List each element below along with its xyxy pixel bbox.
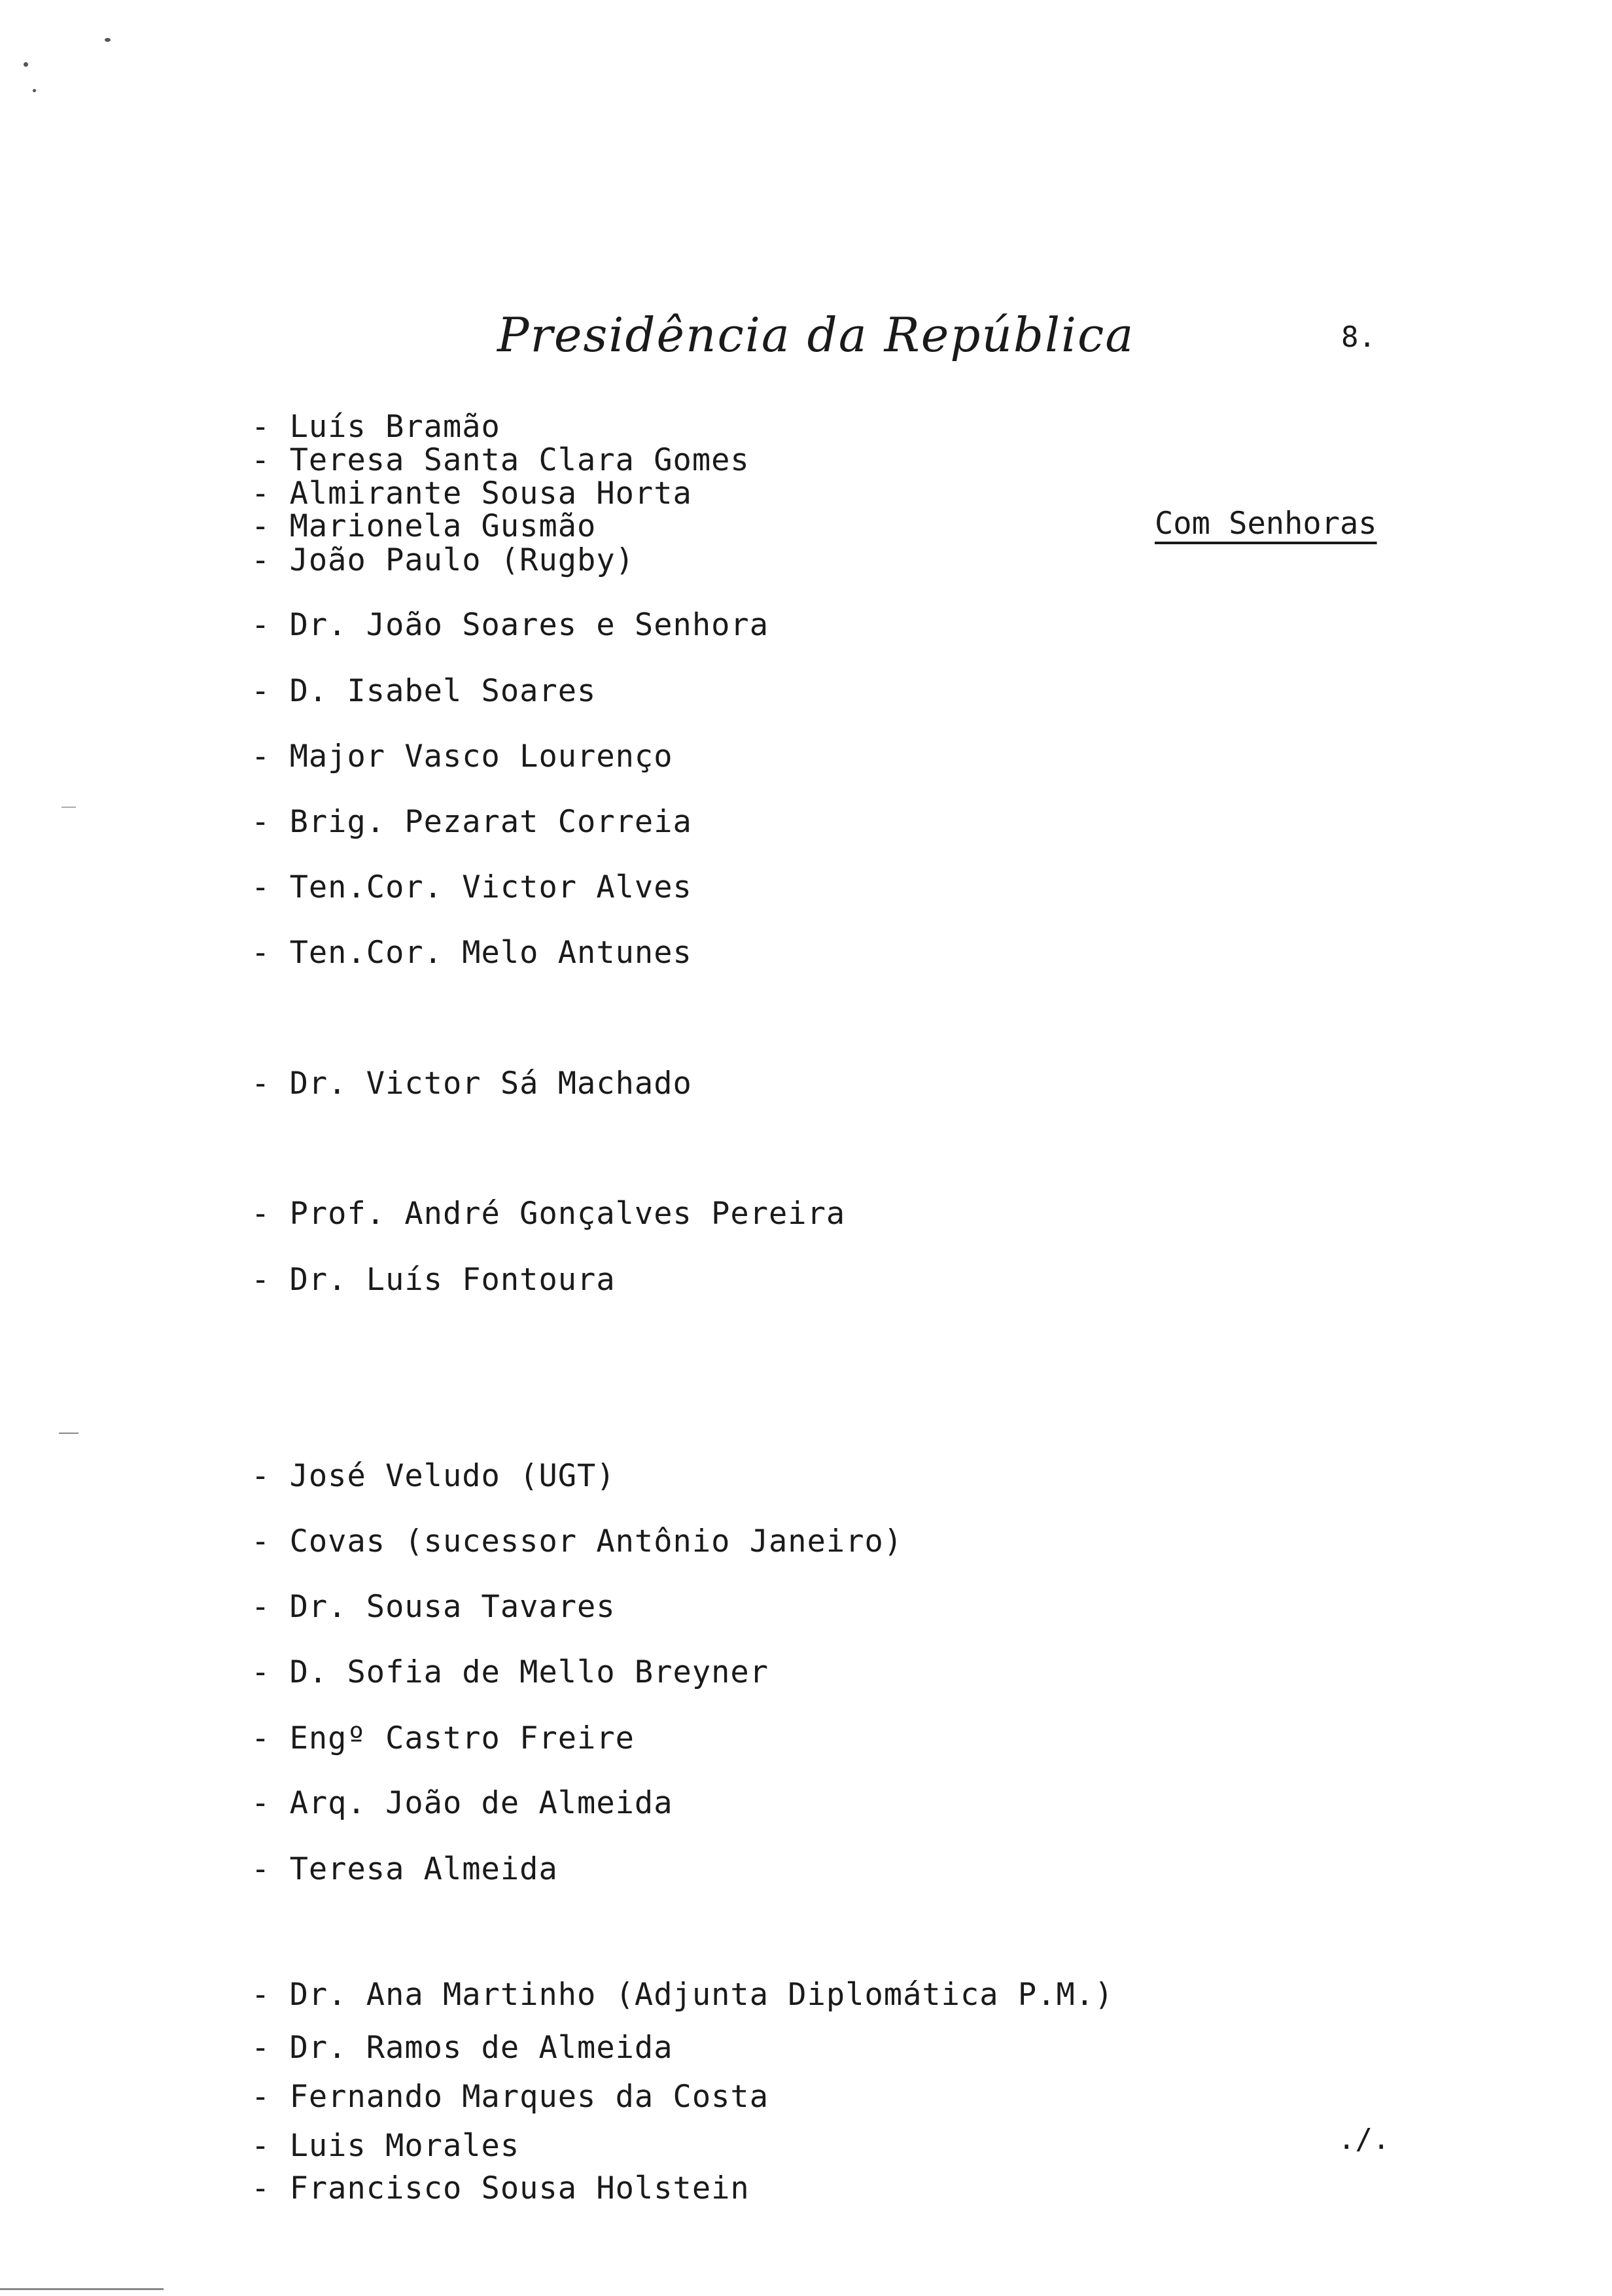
side-note: Com Senhoras (1155, 506, 1377, 542)
bottom-edge-line (0, 2288, 164, 2290)
list-item: - D. Isabel Soares (251, 673, 597, 709)
list-item: - Prof. André Gonçalves Pereira (251, 1196, 846, 1232)
list-item: - Luis Morales (251, 2128, 520, 2164)
list-item: - João Paulo (Rugby) (251, 542, 635, 578)
list-item: - Luís Bramão (251, 409, 500, 445)
list-item: - Covas (sucessor Antônio Janeiro) (251, 1523, 903, 1559)
list-item: - Almirante Sousa Horta (251, 476, 692, 512)
list-item: - Ten.Cor. Victor Alves (251, 869, 692, 905)
list-item: - Major Vasco Lourenço (251, 739, 673, 774)
list-item: - Dr. Ana Martinho (Adjunta Diplomática P.M.) (251, 1977, 1114, 2013)
list-item: - Dr. Sousa Tavares (251, 1589, 616, 1625)
list-item: - Marionela Gusmão (251, 508, 597, 544)
continuation-mark: ./. (1338, 2123, 1390, 2156)
scan-speck (24, 62, 28, 67)
list-item: - Dr. Victor Sá Machado (251, 1066, 692, 1102)
list-item: - Ten.Cor. Melo Antunes (251, 935, 692, 971)
list-item: - Brig. Pezarat Correia (251, 804, 692, 840)
list-item: - Francisco Sousa Holstein (251, 2170, 750, 2206)
list-item: - D. Sofia de Mello Breyner (251, 1654, 769, 1690)
scan-speck (33, 89, 36, 92)
list-item: - Dr. Luís Fontoura (251, 1262, 616, 1298)
edge-mark (59, 1433, 79, 1434)
list-item: - Teresa Almeida (251, 1851, 558, 1887)
list-item: - Dr. João Soares e Senhora (251, 607, 769, 643)
list-item: - Dr. Ramos de Almeida (251, 2030, 673, 2066)
edge-mark (61, 807, 76, 808)
letterhead: Presidência da República (497, 307, 1135, 362)
page-number: 8. (1341, 321, 1376, 354)
list-item: - José Veludo (UGT) (251, 1458, 616, 1494)
list-item: - Teresa Santa Clara Gomes (251, 442, 750, 478)
scan-speck (105, 38, 111, 42)
list-item: - Arq. João de Almeida (251, 1785, 673, 1821)
list-item: - Engº Castro Freire (251, 1720, 635, 1756)
list-item: - Fernando Marques da Costa (251, 2079, 769, 2115)
